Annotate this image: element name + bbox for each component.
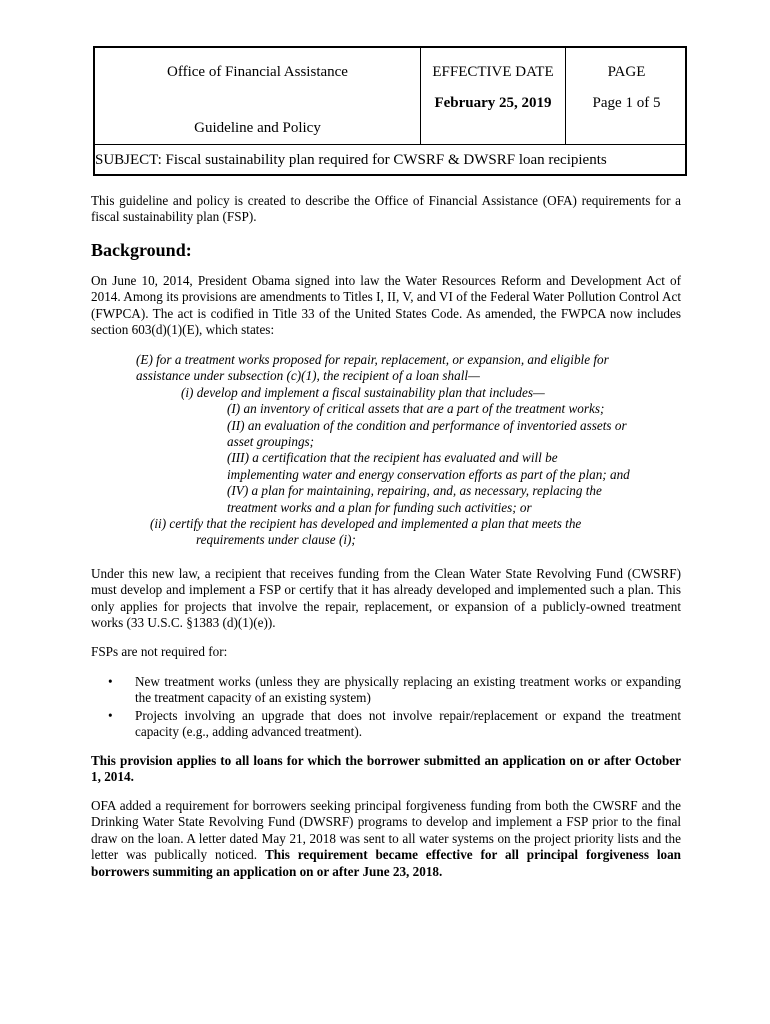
office-name: Office of Financial Assistance: [167, 64, 348, 80]
quote-line: (E) for a treatment works proposed for repair, replacement, or expansion, and eligible for: [136, 352, 609, 367]
background-paragraph: On June 10, 2014, President Obama signed into law the Water Resources Reform and Development Act of 2014. Among its provisions are amendments to Titles I, II, V, and VI of the Federal Water Pollution Control Act (FWPCA). The act is codified in Title 33 of the United States Code. As amended, the FWPCA now includes section 603(d)(1)(E), which states:: [91, 273, 681, 338]
header-divider: [95, 144, 685, 145]
quote-line: (II) an evaluation of the condition and performance of inventoried assets or: [227, 418, 627, 433]
quote-line: implementing water and energy conservation efforts as part of the plan; and: [227, 467, 630, 482]
list-item-text: Projects involving an upgrade that does not involve repair/replacement or expand the treatment capacity (e.g., adding advanced treatment).: [135, 708, 681, 740]
quote-line: asset groupings;: [227, 434, 315, 449]
under-law-paragraph: Under this new law, a recipient that receives funding from the Clean Water State Revolving Fund (CWSRF) must develop and implement a FSP or certify that it has already developed and implemented such a plan. This only applies for projects that involve the repair, replacement, or expansion of a publicly-owned treatment works (33 U.S.C. §1383 (d)(1)(e)).: [91, 566, 681, 631]
list-item-text: New treatment works (unless they are physically replacing an existing treatment works or expanding the treatment capacity of an existing system): [135, 674, 681, 706]
background-heading: Background:: [91, 240, 192, 260]
quote-line: treatment works and a plan for funding such activities; or: [227, 500, 532, 515]
quote-line: assistance under subsection (c)(1), the recipient of a loan shall—: [136, 368, 480, 383]
quote-line: requirements under clause (i);: [196, 532, 356, 547]
fsp-not-required-paragraph: FSPs are not required for:: [91, 644, 228, 659]
quote-line: (i) develop and implement a fiscal sustainability plan that includes—: [181, 385, 545, 400]
page-label: PAGE: [607, 64, 646, 80]
provision-paragraph: This provision applies to all loans for which the borrower submitted an application on or after October 1, 2014.: [91, 753, 681, 785]
ofa-text: OFA added a requirement for borrowers seeking principal forgiveness funding from both the CWSRF and the Drinking Water State Revolving Fund (DWSRF) programs to develop and implement a FSP prior to the final draw on the loan. A letter dated May 21, 2018 was sent to all water systems on the project priority lists and the letter was publically noticed.: [91, 798, 681, 863]
intro-paragraph: This guideline and policy is created to describe the Office of Financial Assistance (OFA) requirements for a fiscal sustainability plan (FSP).: [91, 193, 681, 225]
bullet-icon: •: [108, 674, 113, 689]
page-number: Page 1 of 5: [592, 95, 661, 111]
ofa-emphasis: This requirement became effective for all principal forgiveness loan borrowers summiting an application on or after June 23, 2018.: [91, 847, 682, 879]
quote-line: (ii) certify that the recipient has developed and implemented a plan that meets the: [150, 516, 582, 531]
bullet-icon: •: [108, 708, 113, 723]
effective-date-label: EFFECTIVE DATE: [432, 64, 554, 80]
subject-line: SUBJECT: Fiscal sustainability plan required for CWSRF & DWSRF loan recipients: [95, 152, 607, 168]
ofa-paragraph: [91, 798, 681, 880]
quote-line: (I) an inventory of critical assets that are a part of the treatment works;: [227, 401, 605, 416]
quote-line: (III) a certification that the recipient has evaluated and will be: [227, 450, 558, 465]
header-table: [93, 46, 687, 176]
document-type: Guideline and Policy: [194, 120, 321, 136]
effective-date: February 25, 2019: [434, 95, 552, 111]
quote-line: (IV) a plan for maintaining, repairing, and, as necessary, replacing the: [227, 483, 602, 498]
